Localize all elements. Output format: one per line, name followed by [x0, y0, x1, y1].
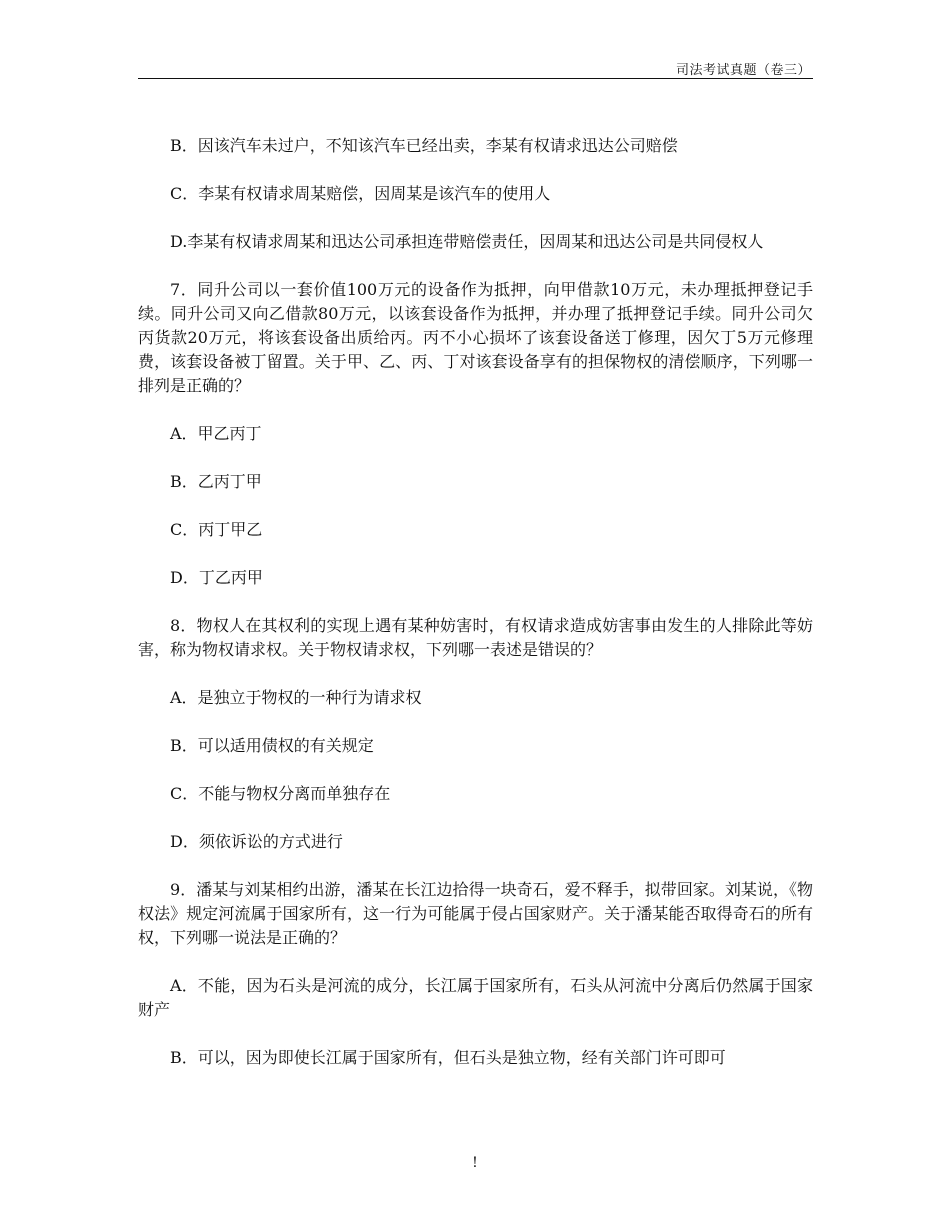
page-footer	[0, 1155, 950, 1171]
page-number: !	[472, 1155, 478, 1171]
question-7: 7．同升公司以一套价值100万元的设备作为抵押，向甲借款10万元，未办理抵押登记手续。同升公司又向乙借款80万元，以该套设备作为抵押，并办理了抵押登记手续。同升公司欠丙货款20万元，将该套设备出质给丙。丙不小心损坏了该套设备送丁修理，因欠丁5万元修理费，该套设备被丁留置。关于甲、乙、丙、丁对该套设备享有的担保物权的清偿顺序，下列哪一排列是正确的？	[138, 280, 813, 395]
option-a-q9: A．不能，因为石头是河流的成分，长江属于国家所有，石头从河流中分离后仍然属于国家财产	[138, 976, 813, 1019]
option-d-q8: D．须依诉讼的方式进行	[170, 832, 343, 851]
option-a-q8: A．是独立于物权的一种行为请求权	[170, 688, 422, 707]
option-d-q7: D．丁乙丙甲	[170, 568, 263, 587]
option-c-q8: C．不能与物权分离而单独存在	[170, 784, 391, 803]
option-c-q6: C．李某有权请求周某赔偿，因周某是该汽车的使用人	[170, 184, 551, 203]
option-b-q8: B．可以适用债权的有关规定	[170, 736, 374, 755]
option-a-q7: A．甲乙丙丁	[170, 424, 262, 443]
document-body	[138, 134, 813, 1094]
option-c-q7: C．丙丁甲乙	[170, 520, 263, 539]
question-8: 8．物权人在其权利的实现上遇有某种妨害时，有权请求造成妨害事由发生的人排除此等妨害，称为物权请求权。关于物权请求权，下列哪一表述是错误的？	[138, 616, 813, 659]
option-b-q7: B．乙丙丁甲	[170, 472, 262, 491]
question-9: 9．潘某与刘某相约出游，潘某在长江边拾得一块奇石，爱不释手，拟带回家。刘某说，《物权法》规定河流属于国家所有，这一行为可能属于侵占国家财产。关于潘某能否取得奇石的所有权，下列哪一说法是正确的？	[138, 880, 813, 947]
option-d-q6: D.李某有权请求周某和迅达公司承担连带赔偿责任，因周某和迅达公司是共同侵权人	[170, 232, 764, 251]
option-b-q6: B．因该汽车未过户，不知该汽车已经出卖，李某有权请求迅达公司赔偿	[170, 136, 678, 155]
option-b-q9: B．可以，因为即使长江属于国家所有，但石头是独立物，经有关部门许可即可	[170, 1048, 726, 1067]
header-title: 司法考试真题（卷三）	[675, 63, 811, 78]
page-header	[138, 58, 813, 79]
